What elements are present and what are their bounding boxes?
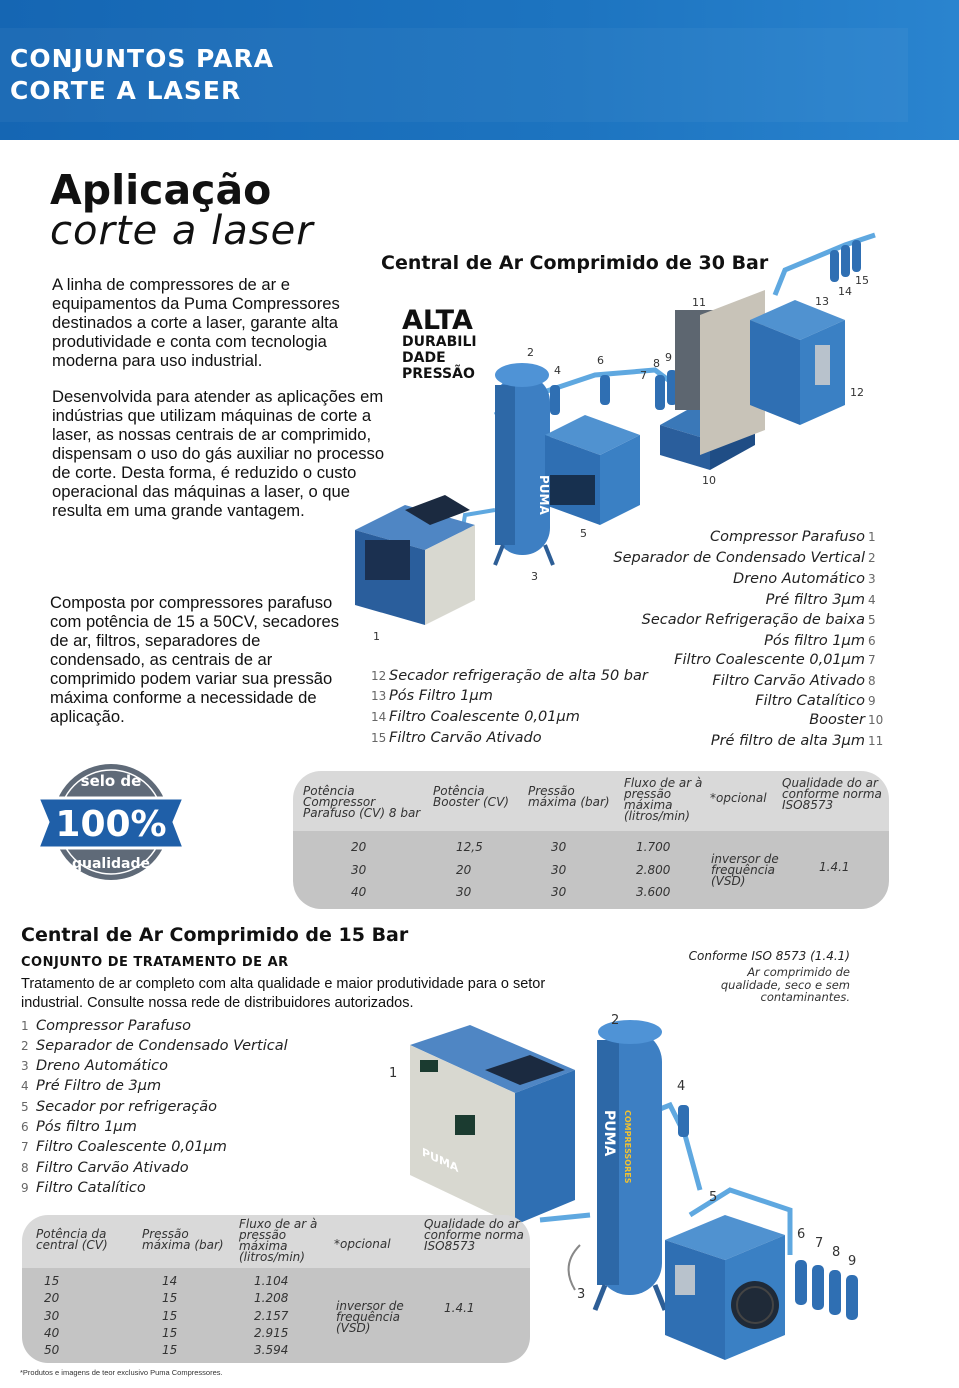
legend-label: Secador refrigeração de alta 50 bar xyxy=(389,668,648,684)
table-cell: 20 xyxy=(456,863,472,877)
table-cell: 20 xyxy=(351,840,367,854)
legend-label: Pós filtro 1μm xyxy=(36,1119,137,1135)
legend-number: 1 xyxy=(21,1019,29,1033)
legend-item xyxy=(21,1018,191,1034)
legend-number: 12 xyxy=(371,669,387,683)
callout-5: 5 xyxy=(709,1190,718,1205)
table-header: Qualidade do ar conforme norma ISO8573 xyxy=(782,776,882,812)
legend-number: 3 xyxy=(868,572,876,586)
legend-item xyxy=(613,550,882,566)
central-15-subtitle: CONJUNTO DE TRATAMENTO DE AR xyxy=(21,955,289,970)
legend-label: Filtro Coalescente 0,01μm xyxy=(389,709,580,725)
table-header: Qualidade do ar conforme norma ISO8573 xyxy=(424,1217,524,1253)
table-optional-value: inversor de frequência (VSD) xyxy=(711,852,779,888)
legend-item xyxy=(764,633,882,649)
legend-number: 8 xyxy=(868,674,876,688)
callout-5: 5 xyxy=(580,527,587,540)
table-header: Potência Compressor Parafuso (CV) 8 bar xyxy=(303,784,421,820)
badge-line: DURABILI xyxy=(402,334,477,350)
table-cell: 1.104 xyxy=(254,1274,289,1288)
legend-label: Filtro Carvão Ativado xyxy=(389,730,542,746)
legend-number: 3 xyxy=(21,1059,29,1073)
intro-paragraph-1: A linha de compressores de ar e equipamentos da Puma Compressores destinados a corte a laser, garante alta produtividade e conta com tecnologia moderna para uso industrial. xyxy=(52,275,340,370)
table-cell: 3.600 xyxy=(636,885,671,899)
legend-item xyxy=(710,529,882,545)
legend-label: Filtro Carvão Ativado xyxy=(36,1160,189,1176)
header-band xyxy=(0,28,908,122)
callout-8: 8 xyxy=(653,357,660,370)
callout-12: 12 xyxy=(850,386,864,399)
table-cell: 15 xyxy=(162,1291,178,1305)
callout-7: 7 xyxy=(815,1236,824,1251)
badge-title: ALTA xyxy=(402,305,473,336)
legend-number: 14 xyxy=(371,710,387,724)
legend-label: Pré Filtro de 3μm xyxy=(36,1078,162,1094)
legend-item xyxy=(674,652,882,668)
table-cell: 30 xyxy=(456,885,472,899)
table-header: *opcional xyxy=(334,1237,391,1251)
table-cell: 2.800 xyxy=(636,863,671,877)
table-header: Pressão máxima (bar) xyxy=(528,784,610,809)
table-cell: 30 xyxy=(551,840,567,854)
callout-7: 7 xyxy=(640,369,647,382)
table-cell: 2.157 xyxy=(254,1309,289,1323)
legend-number: 2 xyxy=(21,1039,29,1053)
table-header: Fluxo de ar à pressão máxima (litros/min) xyxy=(624,776,703,823)
legend-number: 11 xyxy=(868,734,884,748)
legend-number: 10 xyxy=(868,713,884,727)
table-cell: 30 xyxy=(551,885,567,899)
table-cell: 3.594 xyxy=(254,1343,289,1357)
legend-item xyxy=(809,712,882,728)
legend-label: Compressor Parafuso xyxy=(710,529,865,545)
legend-number: 7 xyxy=(868,653,876,667)
legend-item xyxy=(21,1038,288,1054)
callout-9: 9 xyxy=(848,1254,857,1269)
callout-2: 2 xyxy=(527,346,534,359)
legend-item xyxy=(21,1180,146,1196)
legend-number: 2 xyxy=(868,551,876,565)
table-header: Fluxo de ar à pressão máxima (litros/min) xyxy=(239,1217,318,1264)
callout-6: 6 xyxy=(797,1227,806,1242)
table-cell: 15 xyxy=(162,1326,178,1340)
tank-brand: PUMA xyxy=(601,1110,617,1157)
central-30-title: Central de Ar Comprimido de 30 Bar xyxy=(381,252,769,274)
legend-item xyxy=(766,592,882,608)
central-15-spec-table xyxy=(22,1215,530,1363)
callout-14: 14 xyxy=(838,285,852,298)
callout-2: 2 xyxy=(611,1013,620,1028)
table-header: *opcional xyxy=(710,791,767,805)
callout-3: 3 xyxy=(577,1287,586,1302)
legend-item xyxy=(21,1058,168,1074)
table-quality-value: 1.4.1 xyxy=(819,860,850,874)
legend-item xyxy=(21,1078,161,1094)
legend-item xyxy=(755,693,882,709)
table-cell: 30 xyxy=(551,863,567,877)
legend-item xyxy=(21,1139,227,1155)
table-cell: 2.915 xyxy=(254,1326,289,1340)
application-subtitle: corte a laser xyxy=(50,208,314,254)
footnote: *Produtos e imagens de teor exclusivo Puma Compressores. xyxy=(20,1368,223,1377)
legend-number: 5 xyxy=(868,613,876,627)
table-cell: 15 xyxy=(162,1309,178,1323)
seal-bottom-text: qualidade xyxy=(71,856,151,872)
intro-paragraph-2: Desenvolvida para atender as aplicações em indústrias que utilizam máquinas de corte a laser, as nossas centrais de ar comprimido, dispensam o uso do gás auxiliar no processo de corte. Desta forma, é reduzido o custo operacional das máquinas a laser, o que resulta em uma grande vantagem. xyxy=(52,387,385,520)
seal-value-text: 100% xyxy=(55,804,167,845)
callout-1: 1 xyxy=(389,1066,398,1081)
legend-label: Pós Filtro 1μm xyxy=(389,688,493,704)
quality-seal-icon xyxy=(36,760,186,885)
table-body-band xyxy=(293,831,889,909)
legend-item xyxy=(642,612,882,628)
legend-number: 9 xyxy=(21,1181,29,1195)
central-15-description: Tratamento de ar completo com alta qualidade e maior produtividade para o setor industrial. Consulte nossa rede de distribuidores autorizados. xyxy=(21,976,546,1011)
table-cell: 40 xyxy=(44,1326,60,1340)
table-cell: 14 xyxy=(162,1274,178,1288)
table-cell: 15 xyxy=(162,1343,178,1357)
callout-4: 4 xyxy=(554,364,561,377)
callout-1: 1 xyxy=(373,630,380,643)
tank-brand-sub: COMPRESSORES xyxy=(623,1110,632,1184)
table-header: Potência da central (CV) xyxy=(36,1227,108,1252)
legend-label: Separador de Condensado Vertical xyxy=(613,550,865,566)
callout-6: 6 xyxy=(597,354,604,367)
header-title-line2: CORTE A LASER xyxy=(10,76,242,105)
legend-item xyxy=(371,709,580,725)
legend-number: 8 xyxy=(21,1161,29,1175)
legend-label: Pré filtro 3μm xyxy=(765,592,865,608)
callout-9: 9 xyxy=(665,351,672,364)
table-cell: 12,5 xyxy=(456,840,483,854)
table-cell: 30 xyxy=(351,863,367,877)
table-cell: 40 xyxy=(351,885,367,899)
table-cell: 1.700 xyxy=(636,840,671,854)
legend-label: Secador Refrigeração de baixa xyxy=(641,612,865,628)
callout-3: 3 xyxy=(531,570,538,583)
legend-label: Dreno Automático xyxy=(733,571,865,587)
legend-number: 4 xyxy=(21,1079,29,1093)
table-optional-value: inversor de frequência (VSD) xyxy=(336,1299,404,1335)
central-15-title: Central de Ar Comprimido de 15 Bar xyxy=(21,924,409,946)
legend-label: Compressor Parafuso xyxy=(36,1018,191,1034)
callout-15: 15 xyxy=(855,274,869,287)
legend-label: Filtro Coalescente 0,01μm xyxy=(674,652,865,668)
callout-4: 4 xyxy=(677,1079,686,1094)
legend-label: Dreno Automático xyxy=(36,1058,168,1074)
callout-10: 10 xyxy=(702,474,716,487)
legend-label: Filtro Catalítico xyxy=(755,693,865,709)
table-cell: 15 xyxy=(44,1274,60,1288)
legend-label: Secador por refrigeração xyxy=(36,1099,217,1115)
legend-item xyxy=(21,1160,189,1176)
legend-item xyxy=(21,1099,217,1115)
badge-line: PRESSÃO xyxy=(402,366,475,382)
legend-label: Booster xyxy=(809,712,865,728)
table-cell: 20 xyxy=(44,1291,60,1305)
svg-text:PUMA: PUMA xyxy=(537,475,551,515)
legend-number: 7 xyxy=(21,1140,29,1154)
callout-8: 8 xyxy=(832,1245,841,1260)
legend-number: 6 xyxy=(868,634,876,648)
legend-label: Pós filtro 1μm xyxy=(764,633,865,649)
badge-line: DADE xyxy=(402,350,446,366)
header-title-line1: CONJUNTOS PARA xyxy=(10,44,275,73)
legend-item xyxy=(371,730,542,746)
table-header: Potência Booster (CV) xyxy=(433,784,509,809)
legend-number: 6 xyxy=(21,1120,29,1134)
table-quality-value: 1.4.1 xyxy=(444,1301,475,1315)
legend-number: 9 xyxy=(868,694,876,708)
table-cell: 1.208 xyxy=(254,1291,289,1305)
legend-item xyxy=(711,733,882,749)
legend-label: Separador de Condensado Vertical xyxy=(36,1038,288,1054)
table-cell: 30 xyxy=(44,1309,60,1323)
legend-number: 15 xyxy=(371,731,387,745)
iso-description: Ar comprimido de qualidade, seco e sem contaminantes. xyxy=(720,965,850,1004)
legend-item xyxy=(733,571,882,587)
legend-number: 4 xyxy=(868,593,876,607)
seal-top-text: selo de xyxy=(80,772,142,790)
application-title: Aplicação xyxy=(50,166,272,214)
legend-item xyxy=(21,1119,137,1135)
legend-label: Filtro Carvão Ativado xyxy=(712,673,865,689)
legend-label: Filtro Catalítico xyxy=(36,1180,146,1196)
central-30-spec-table xyxy=(293,771,889,909)
header-banner xyxy=(0,0,959,140)
legend-number: 13 xyxy=(371,689,387,703)
callout-11: 11 xyxy=(692,296,706,309)
callout-13: 13 xyxy=(815,295,829,308)
table-cell: 50 xyxy=(44,1343,60,1357)
legend-label: Filtro Coalescente 0,01μm xyxy=(36,1139,227,1155)
legend-label: Pré filtro de alta 3μm xyxy=(710,733,865,749)
intro-paragraph-3: Composta por compressores parafuso com potência de 15 a 50CV, secadores de ar, filtros, separadores de condensado, as centrais de ar comprimido podem variar sua pressão máxima conforme a necessidade de aplicação. xyxy=(50,593,340,726)
legend-number: 1 xyxy=(868,530,876,544)
svg-text:PUMA: PUMA xyxy=(422,1144,459,1176)
legend-item xyxy=(712,673,882,689)
legend-item xyxy=(371,688,493,704)
iso-title: Conforme ISO 8573 (1.4.1) xyxy=(688,949,850,963)
table-header: Pressão máxima (bar) xyxy=(142,1227,224,1252)
legend-number: 5 xyxy=(21,1100,29,1114)
legend-item xyxy=(371,668,648,684)
